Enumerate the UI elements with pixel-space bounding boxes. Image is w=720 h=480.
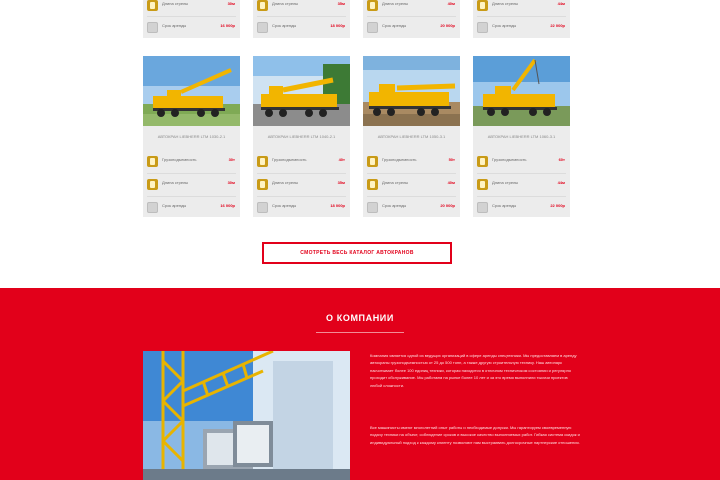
spec-value: 30т xyxy=(228,157,235,162)
spec-row xyxy=(473,175,570,195)
spec-label: Срок аренды xyxy=(162,23,187,28)
card-title[interactable]: АВТОКРАН LIEBHERR LTM 1030-2.1 xyxy=(157,134,226,139)
about-section xyxy=(0,288,720,480)
divider xyxy=(367,196,456,197)
spec-value: 44м xyxy=(557,1,565,6)
catalog-card[interactable] xyxy=(143,56,240,217)
crane-boom-icon xyxy=(477,179,488,190)
spec-value: 30м xyxy=(227,1,235,6)
crane-boom-icon xyxy=(257,179,268,190)
crane-boom-icon xyxy=(477,0,488,11)
spec-label: Срок аренды xyxy=(162,203,187,208)
crane-photo[interactable] xyxy=(363,56,460,126)
calendar-icon xyxy=(147,22,158,33)
catalog-card[interactable] xyxy=(143,0,240,38)
spec-row xyxy=(363,152,460,172)
spec-value: 16 000р xyxy=(220,203,235,208)
spec-value: 20 000р xyxy=(440,23,455,28)
divider xyxy=(147,196,236,197)
card-title[interactable]: АВТОКРАН LIEBHERR LTM 1060-3.1 xyxy=(487,134,556,139)
spec-label: Грузоподъемность xyxy=(162,157,197,162)
spec-row xyxy=(143,175,240,195)
calendar-icon xyxy=(147,202,158,213)
spec-value: 44м xyxy=(557,180,565,185)
calendar-icon xyxy=(477,202,488,213)
card-title[interactable]: АВТОКРАН LIEBHERR LTM 1050-3.1 xyxy=(377,134,446,139)
spec-row xyxy=(253,0,350,16)
spec-label: Срок аренды xyxy=(382,23,407,28)
crane-photo[interactable] xyxy=(473,56,570,126)
weight-icon xyxy=(477,156,488,167)
spec-row xyxy=(253,175,350,195)
spec-value: 35м xyxy=(337,180,345,185)
spec-label: Длина стрелы xyxy=(162,180,189,185)
spec-value: 16 000р xyxy=(220,23,235,28)
about-title: О КОМПАНИИ xyxy=(326,313,394,323)
spec-row xyxy=(473,0,570,16)
about-paragraph-2: Все машинисты имеют многолетний опыт работы и необходимые допуски. Мы гарантируем своевременную подачу техники на объект, соблюдение сроков и высокое качество выполняемых работ. Гибкая система скидок и индивидуальный подход к каждому клиенту позволяют нам выстраивать долгосрочные партнерские отношения. xyxy=(370,425,580,445)
catalog-card[interactable] xyxy=(473,0,570,38)
spec-row xyxy=(473,152,570,172)
spec-row xyxy=(363,198,460,218)
divider xyxy=(477,196,566,197)
catalog-card[interactable] xyxy=(473,56,570,217)
crane-boom-icon xyxy=(367,0,378,11)
spec-value: 60т xyxy=(558,157,565,162)
spec-label: Длина стрелы xyxy=(272,1,299,6)
catalog-card[interactable] xyxy=(363,0,460,38)
spec-row xyxy=(143,152,240,172)
spec-value: 18 000р xyxy=(330,23,345,28)
card-title[interactable]: АВТОКРАН LIEBHERR LTM 1040-2.1 xyxy=(267,134,336,139)
spec-value: 18 000р xyxy=(330,203,345,208)
spec-value: 40т xyxy=(338,157,345,162)
divider xyxy=(257,196,346,197)
spec-label: Грузоподъемность xyxy=(382,157,417,162)
spec-row xyxy=(253,198,350,218)
spec-label: Длина стрелы xyxy=(382,180,409,185)
spec-label: Грузоподъемность xyxy=(272,157,307,162)
catalog-card[interactable] xyxy=(253,56,350,217)
divider xyxy=(477,173,566,174)
spec-row xyxy=(143,0,240,16)
spec-value: 40м xyxy=(447,180,455,185)
spec-label: Срок аренды xyxy=(272,23,297,28)
crane-boom-icon xyxy=(257,0,268,11)
calendar-icon xyxy=(477,22,488,33)
spec-label: Длина стрелы xyxy=(162,1,189,6)
spec-value: 50т xyxy=(448,157,455,162)
spec-label: Срок аренды xyxy=(272,203,297,208)
weight-icon xyxy=(257,156,268,167)
divider xyxy=(147,173,236,174)
divider xyxy=(367,16,456,17)
weight-icon xyxy=(147,156,158,167)
view-catalog-button[interactable]: СМОТРЕТЬ ВЕСЬ КАТАЛОГ АВТОКРАНОВ xyxy=(262,242,452,264)
spec-row xyxy=(253,152,350,172)
spec-row xyxy=(143,18,240,38)
spec-row xyxy=(143,198,240,218)
divider xyxy=(257,173,346,174)
calendar-icon xyxy=(367,202,378,213)
crane-photo[interactable] xyxy=(253,56,350,126)
divider xyxy=(257,16,346,17)
catalog-card[interactable] xyxy=(363,56,460,217)
title-underline xyxy=(316,332,404,333)
spec-value: 20 000р xyxy=(440,203,455,208)
spec-row xyxy=(253,18,350,38)
calendar-icon xyxy=(257,202,268,213)
spec-label: Срок аренды xyxy=(492,203,517,208)
spec-value: 22 000р xyxy=(550,203,565,208)
calendar-icon xyxy=(367,22,378,33)
weight-icon xyxy=(367,156,378,167)
spec-row xyxy=(363,175,460,195)
spec-row xyxy=(363,18,460,38)
spec-row xyxy=(363,0,460,16)
divider xyxy=(147,16,236,17)
calendar-icon xyxy=(257,22,268,33)
about-paragraph-1: Компания является одной из ведущих организаций в сфере аренды спецтехники. Мы предоставляем в аренду автокраны грузоподъемностью от 25 до 500 тонн, а также другую строительную технику. Наш автопарк насчитывает более 100 единиц техники, которая находится в отличном техническом состоянии и регулярно проходит обслуживание. Мы работаем на рынке более 10 лет и за это время выполнили тысячи проектов любой сложности. xyxy=(370,353,577,388)
spec-label: Срок аренды xyxy=(492,23,517,28)
spec-label: Длина стрелы xyxy=(272,180,299,185)
catalog-card[interactable] xyxy=(253,0,350,38)
crane-boom-icon xyxy=(147,0,158,11)
spec-value: 22 000р xyxy=(550,23,565,28)
about-photo xyxy=(143,351,350,480)
spec-label: Длина стрелы xyxy=(492,1,519,6)
spec-label: Грузоподъемность xyxy=(492,157,527,162)
spec-label: Срок аренды xyxy=(382,203,407,208)
spec-value: 35м xyxy=(337,1,345,6)
spec-row xyxy=(473,198,570,218)
spec-label: Длина стрелы xyxy=(492,180,519,185)
divider xyxy=(367,173,456,174)
crane-boom-icon xyxy=(147,179,158,190)
divider xyxy=(477,16,566,17)
crane-boom-icon xyxy=(367,179,378,190)
spec-value: 30м xyxy=(227,180,235,185)
spec-label: Длина стрелы xyxy=(382,1,409,6)
spec-value: 40м xyxy=(447,1,455,6)
crane-photo[interactable] xyxy=(143,56,240,126)
spec-row xyxy=(473,18,570,38)
